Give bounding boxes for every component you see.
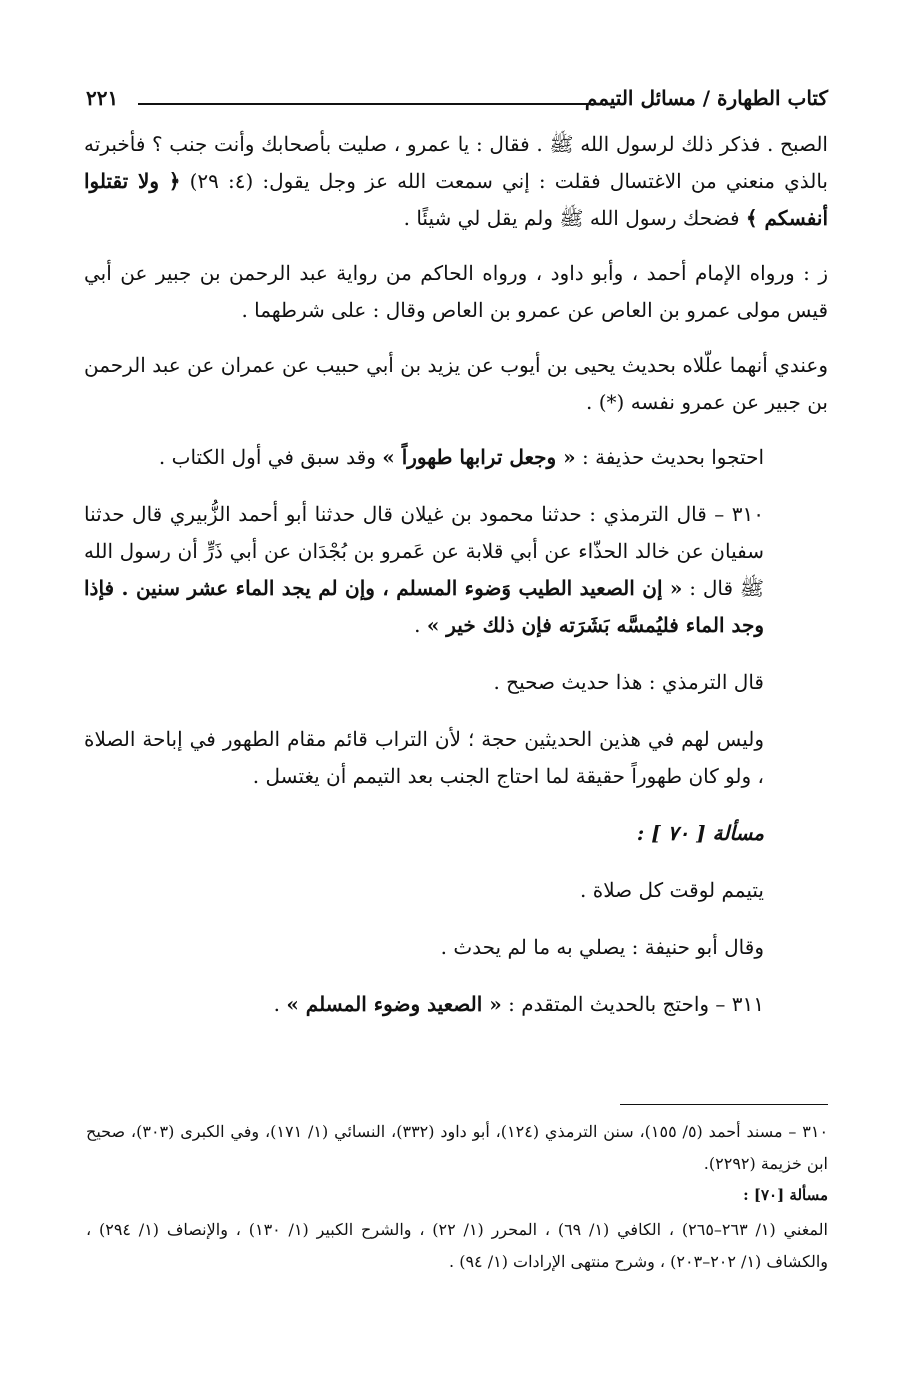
running-header (86, 86, 828, 120)
main-text (84, 126, 828, 1023)
footnotes (86, 1116, 828, 1278)
paragraph-ruling: يتيمم لوقت كل صلاة . (580, 878, 764, 902)
paragraph-tirmidhi-ruling: قال الترمذي : هذا حديث صحيح . (493, 670, 764, 694)
paragraph-rebuttal: وليس لهم في هذين الحديثين حجة ؛ لأن التراب قائم مقام الطهور في إباحة الصلاة ، ولو كان طهوراً حقيقة لما احتاج الجنب بعد التيمم أن يغتسل . (84, 727, 764, 788)
quran-quote: ﴿ ولا تقتلوا أنفسكم ﴾ (84, 169, 828, 230)
paragraph-illah: وعندي أنهما علّلاه بحديث يحيى بن أيوب عن يزيد بن أبي حبيب عن عمران عن عبد الرحمن بن جبير عن عمرو نفسه (*) . (84, 353, 828, 414)
footnote-rule (620, 1104, 828, 1105)
paragraph-hadith-amr: الصبح . فذكر ذلك لرسول الله ﷺ . فقال : يا عمرو ، صليت بأصحابك وأنت جنب ؟ فأخبرته بالذي منعني من الاغتسال فقلت : إني سمعت الله عز وجل يقول: (٤: ٢٩) ﴿ ولا تقتلوا أنفسكم ﴾ فضحك رسول الله ﷺ ولم يقل لي شيئًا . (84, 132, 828, 230)
paragraph-takhrij: ز : ورواه الإمام أحمد ، وأبو داود ، ورواه الحاكم من رواية عبد الرحمن بن جبير عن أبي قيس مولى عمرو بن العاص عن عمرو بن العاص وقال : على شرطهما . (84, 261, 828, 322)
footnote-310: ٣١٠ – مسند أحمد (٥/ ١٥٥)، سنن الترمذي (١٢٤)، أبو داود (٣٣٢)، النسائي (١/ ١٧١)، وفي الكبرى (٣٠٣)، صحيح ابن خزيمة (٢٢٩٢). (86, 1122, 829, 1173)
paragraph-hadith-310: ٣١٠ – قال الترمذي : حدثنا محمود بن غيلان قال حدثنا أبو أحمد الزُّبيري قال حدثنا سفيان عن خالد الحذّاء عن أبي قلابة عن عَمرو بن بُجْدَان عن أبي ذَرٍّ أن رسول الله ﷺ قال : « إن الصعيد الطيب وَضوء المسلم ، وإن لم يجد الماء عشر سنين . فإذا وجد الماء فليُمسَّه بَشَرَته فإن ذلك خير » . (84, 502, 764, 637)
masala-heading: مسألة [ ٧٠ ] : (636, 821, 764, 845)
paragraph-hadith-311: ٣١١ – واحتج بالحديث المتقدم : « الصعيد وضوء المسلم » . (273, 992, 764, 1016)
hadith-quote: « إن الصعيد الطيب وَضوء المسلم ، وإن لم يجد الماء عشر سنين . فإذا وجد الماء فليُمسَّه بَشَرَته فإن ذلك خير » (84, 576, 764, 637)
footnote-masala-sources: المغني (١/ ٢٦٣–٢٦٥) ، الكافي (١/ ٦٩) ، المحرر (١/ ٢٢) ، والشرح الكبير (١/ ١٣٠) ، والإنصاف (١/ ٢٩٤) ، والكشاف (١/ ٢٠٢–٢٠٣) ، وشرح منتهى الإرادات (١/ ٩٤) . (86, 1220, 829, 1271)
footnote-masala-heading: مسألة [٧٠] : (743, 1186, 828, 1204)
paragraph-hudhayfa: احتجوا بحديث حذيفة : « وجعل ترابها طهوراً » وقد سبق في أول الكتاب . (158, 445, 764, 469)
chapter-title: كتاب الطهارة / مسائل التيمم (584, 86, 828, 110)
header-rule (138, 103, 593, 105)
hadith-quote: « وجعل ترابها طهوراً » (382, 445, 576, 469)
page-number: ٢٢١ (86, 86, 119, 110)
hadith-quote: « الصعيد وضوء المسلم » (286, 992, 502, 1016)
paragraph-abu-hanifa: وقال أبو حنيفة : يصلي به ما لم يحدث . (440, 935, 764, 959)
